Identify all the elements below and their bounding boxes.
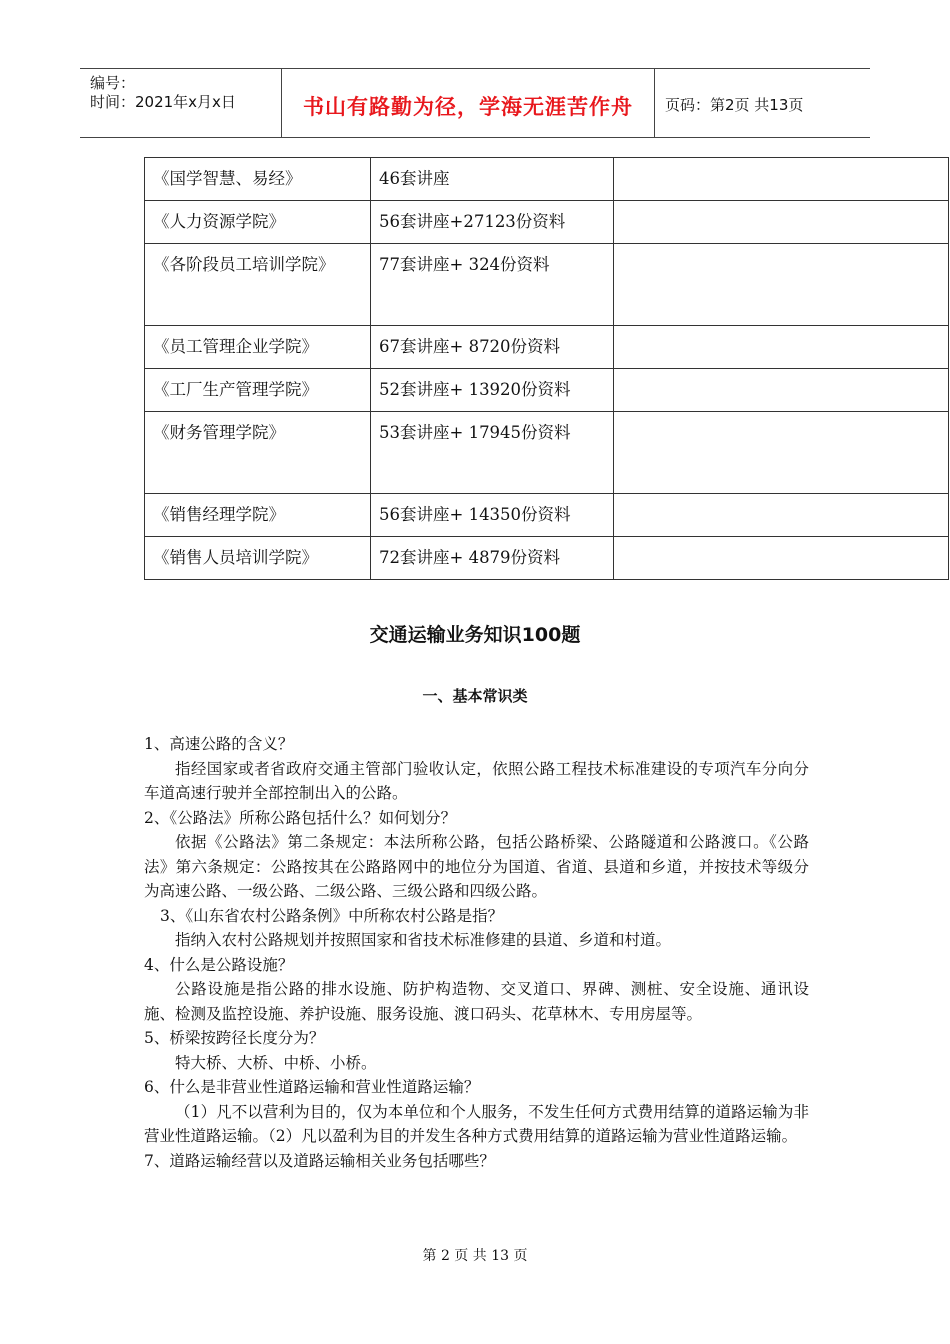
answer-paragraph: （1）凡不以营利为目的，仅为本单位和个人服务，不发生任何方式费用结算的道路运输为非营业性道路运输。（2）凡以盈利为目的并发生各种方式费用结算的道路运输为营业性道路运输。 [144,1102,809,1145]
course-note-cell [614,201,949,244]
table-row [145,158,949,201]
cell-text: 《各阶段员工培训学院》 [153,255,335,274]
section-heading: 一、基本常识类 [422,687,528,705]
page-header [80,68,870,138]
cell-text: 77套讲座+ 324份资料 [379,255,550,274]
header-motto-cell [282,69,655,137]
table-row [145,244,949,326]
course-name-cell [145,494,371,537]
cell-text: 56套讲座+27123份资料 [379,212,566,231]
answer-paragraph: 依据《公路法》第二条规定：本法所称公路，包括公路桥梁、公路隧道和公路渡口。《公路法》第六条规定：公路按其在公路路网中的地位分为国道、省道、县道和乡道，并按技术等级分为高速公路、一级公路、二级公路、三级公路和四级公路。 [144,833,809,900]
header-right-cell [655,69,870,137]
course-content-cell [371,201,614,244]
cell-text: 《销售经理学院》 [153,505,285,524]
table-row [145,369,949,412]
answer-paragraph: 指经国家或者省政府交通主管部门验收认定，依照公路工程技术标准建设的专项汽车分向分车道高速行驶并全部控制出入的公路。 [144,759,809,802]
document-title: 交通运输业务知识100题 [369,624,581,646]
question-paragraph: 3、《山东省农村公路条例》中所称农村公路是指？ [160,906,504,925]
page-footer: 第 2 页 共 13 页 [422,1248,528,1264]
course-name-cell [145,244,371,326]
header-page-info: 页码：第2页 共13页 [665,96,804,114]
question-paragraph: 1、高速公路的含义？ [144,735,294,753]
answer-paragraph: 指纳入农村公路规划并按照国家和省技术标准修建的县道、乡道和村道。 [175,931,672,949]
course-name-cell [145,537,371,580]
question-paragraph: 6、什么是非营业性道路运输和营业性道路运输？ [144,1078,480,1096]
document-number-label: 编号： [90,74,136,92]
header-left-cell [80,69,282,137]
course-note-cell [614,369,949,412]
cell-text: 52套讲座+ 13920份资料 [379,380,571,399]
cell-text: 《销售人员培训学院》 [153,548,318,567]
cell-text: 67套讲座+ 8720份资料 [379,337,561,356]
course-table [144,157,949,580]
course-note-cell [614,494,949,537]
table-row [145,494,949,537]
table-row [145,326,949,369]
header-motto: 书山有路勤为径，学海无涯苦作舟 [303,95,633,119]
cell-text: 56套讲座+ 14350份资料 [379,505,571,524]
course-note-cell [614,158,949,201]
question-paragraph: 7、道路运输经营以及道路运输相关业务包括哪些？ [144,1151,495,1170]
course-content-cell [371,369,614,412]
course-content-cell [371,244,614,326]
course-content-cell [371,158,614,201]
course-note-cell [614,326,949,369]
table-row [145,412,949,494]
cell-text: 53套讲座+ 17945份资料 [379,423,571,442]
course-name-cell [145,158,371,201]
cell-text: 《财务管理学院》 [153,423,285,442]
cell-text: 《国学智慧、易经》 [153,169,302,188]
document-time-label: 时间：2021年x月x日 [90,93,236,111]
question-paragraph: 2、《公路法》所称公路包括什么？如何划分？ [144,808,457,827]
course-name-cell [145,326,371,369]
course-name-cell [145,412,371,494]
answer-paragraph: 特大桥、大桥、中桥、小桥。 [175,1053,377,1072]
course-note-cell [614,244,949,326]
course-name-cell [145,201,371,244]
course-name-cell [145,369,371,412]
cell-text: 46套讲座 [379,169,450,188]
question-paragraph: 4、什么是公路设施？ [144,955,294,974]
course-note-cell [614,537,949,580]
course-content-cell [371,537,614,580]
course-content-cell [371,326,614,369]
table-row [145,537,949,580]
course-content-cell [371,412,614,494]
answer-paragraph: 公路设施是指公路的排水设施、防护构造物、交叉道口、界碑、测桩、安全设施、通讯设施、检测及监控设施、养护设施、服务设施、渡口码头、花草林木、专用房屋等。 [144,980,809,1023]
question-paragraph: 5、桥梁按跨径长度分为？ [144,1029,325,1047]
cell-text: 《员工管理企业学院》 [153,337,318,356]
cell-text: 《工厂生产管理学院》 [153,380,318,399]
table-row [145,201,949,244]
document-body [144,732,809,1173]
cell-text: 《人力资源学院》 [153,212,285,231]
cell-text: 72套讲座+ 4879份资料 [379,548,561,567]
course-note-cell [614,412,949,494]
course-content-cell [371,494,614,537]
